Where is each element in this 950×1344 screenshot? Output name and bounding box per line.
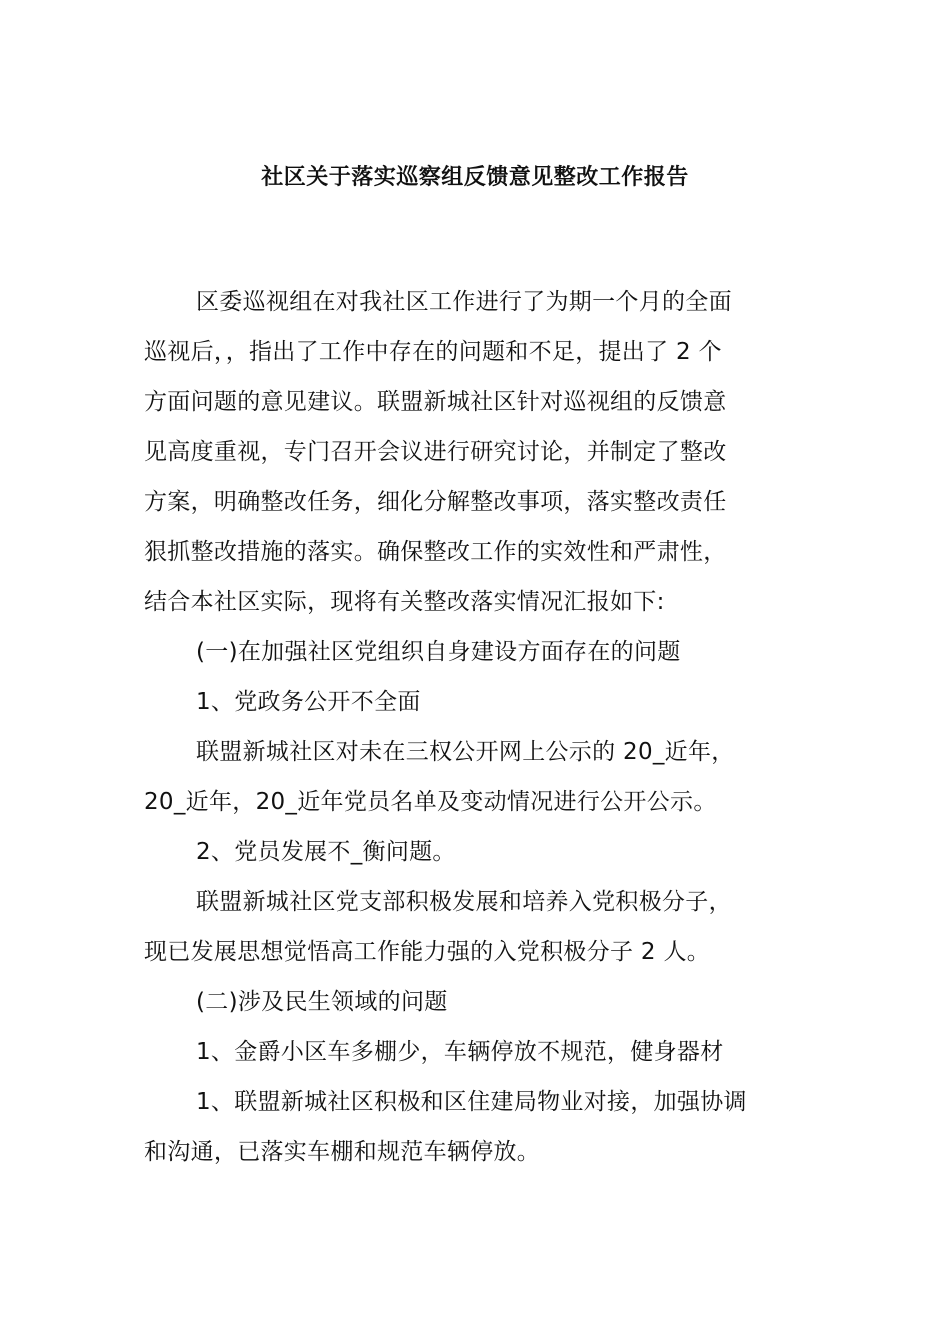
paragraph-line: 狠抓整改措施的落实。确保整改工作的实效性和严肃性， bbox=[144, 539, 727, 565]
item-heading: 1、金爵小区车多棚少，车辆停放不规范，健身器材 bbox=[196, 1039, 724, 1065]
paragraph-line: 联盟新城社区对未在三权公开网上公示的 20_近年， bbox=[196, 739, 735, 765]
paragraph-line: 区委巡视组在对我社区工作进行了为期一个月的全面 bbox=[196, 289, 732, 315]
paragraph-line: 结合本社区实际，现将有关整改落实情况汇报如下: bbox=[144, 589, 665, 615]
section-heading: (一)在加强社区党组织自身建设方面存在的问题 bbox=[196, 639, 681, 665]
paragraph-line: 见高度重视，专门召开会议进行研究讨论，并制定了整改 bbox=[144, 439, 727, 465]
paragraph-line: 联盟新城社区党支部积极发展和培养入党积极分子， bbox=[196, 889, 732, 915]
paragraph-line: 方面问题的意见建议。联盟新城社区针对巡视组的反馈意 bbox=[144, 389, 727, 415]
document-body bbox=[144, 282, 834, 1182]
paragraph-line: 巡视后，，指出了工作中存在的问题和不足，提出了 2 个 bbox=[144, 339, 722, 365]
item-heading: 1、党政务公开不全面 bbox=[196, 689, 421, 715]
paragraph-line: 现已发展思想觉悟高工作能力强的入党积极分子 2 人。 bbox=[144, 939, 711, 965]
document-title: 社区关于落实巡察组反馈意见整改工作报告 bbox=[261, 165, 689, 190]
section-heading: (二)涉及民生领域的问题 bbox=[196, 989, 448, 1015]
item-heading: 2、党员发展不_衡问题。 bbox=[196, 839, 456, 865]
paragraph-line: 20_近年，20_近年党员名单及变动情况进行公开公示。 bbox=[144, 789, 717, 815]
paragraph-line: 和沟通，已落实车棚和规范车辆停放。 bbox=[144, 1139, 541, 1165]
paragraph-line: 方案，明确整改任务，细化分解整改事项，落实整改责任 bbox=[144, 489, 727, 515]
paragraph-line: 1、联盟新城社区积极和区住建局物业对接，加强协调 bbox=[196, 1089, 747, 1115]
